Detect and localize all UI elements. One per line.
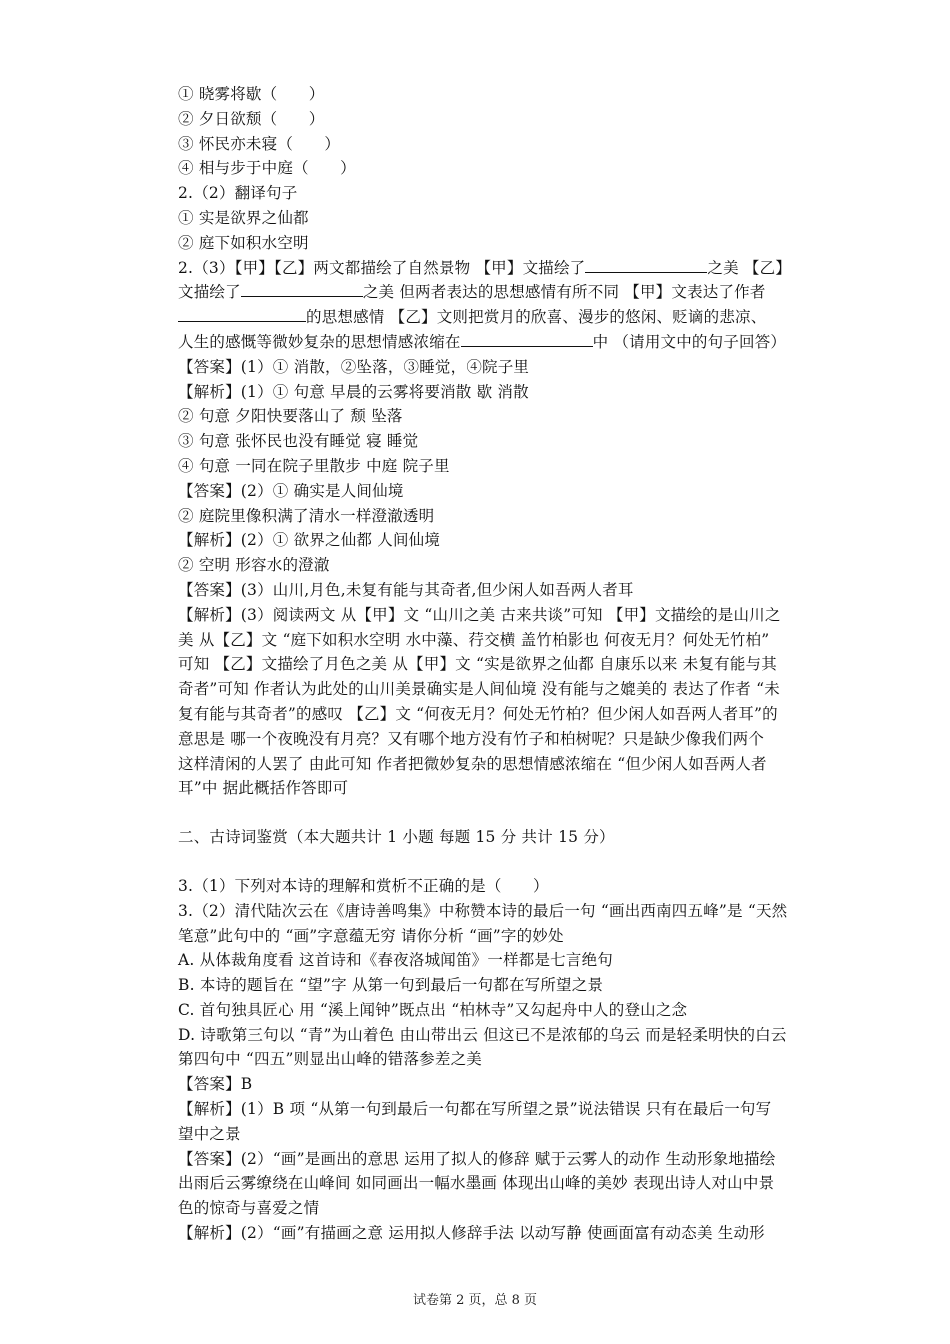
analysis-line: 【解析】(3）阅读两文 从【甲】文 “山川之美 古来共谈”可知 【甲】文描绘的是山川之	[178, 605, 781, 624]
page-footer: 试卷第 2 页，总 8 页	[412, 1293, 538, 1308]
answer-blank	[461, 332, 593, 347]
section-title: 二、古诗词鉴赏（本大题共计 1 小题 每题 15 分 共计 15 分）	[178, 828, 615, 847]
option-a: A. 从体裁角度看 这首诗和《春夜洛城闻笛》一样都是七言绝句	[178, 951, 613, 970]
analysis-line: 复有能与其奇者”的感叹 【乙】文 “何夜无月？何处无竹柏？但少闲人如吾两人者耳”的	[178, 704, 778, 723]
q23-line-2	[178, 280, 818, 305]
q23-line-3	[178, 305, 818, 330]
answer-line: 【答案】(2）“画”是画出的意思 运用了拟人的修辞 赋于云雾人的动作 生动形象地描绘	[178, 1149, 776, 1168]
analysis-line: 美 从【乙】文 “庭下如积水空明 水中藻、荇交横 盖竹柏影也 何夜无月？何处无竹柏”	[178, 630, 770, 649]
q22-item-1: ① 实是欲界之仙都	[178, 208, 309, 227]
q21-item-1: ① 晓雾将歇（ ）	[178, 85, 325, 103]
q23-text: 文描绘了	[178, 283, 241, 302]
q23-text: 中 （请用文中的句子回答）	[592, 332, 787, 351]
q23-text: 之美 但两者表达的思想感情有所不同 【甲】文表达了作者	[362, 283, 766, 302]
answer-blank	[585, 258, 707, 273]
option-d: D. 诗歌第三句以 “青”为山着色 由山带出云 但这已不是浓郁的乌云 而是轻柔明快的白云	[178, 1025, 787, 1044]
document-body	[178, 82, 818, 1246]
q21-item-4: ④ 相与步于中庭（ ）	[178, 159, 356, 178]
q32-heading: 笔意”此句中的 “画”字意蕴无穷 请你分析 “画”字的妙处	[178, 926, 564, 945]
q23-text: 之美 【乙】	[707, 258, 792, 277]
answer-blank	[178, 307, 306, 322]
q23-text: 人生的感慨等微妙复杂的思想情感浓缩在	[178, 332, 461, 351]
q21-item-2: ② 夕日欲颓（ ）	[178, 109, 325, 128]
analysis-line: ② 句意 夕阳快要落山了 颓 坠落	[178, 407, 403, 426]
q21-item-3: ③ 怀民亦未寝（ ）	[178, 134, 341, 153]
analysis-line: 奇者”可知 作者认为此处的山川美景确实是人间仙境 没有能与之媲美的 表达了作者 “未	[178, 680, 780, 699]
q23-line-4	[178, 330, 818, 355]
answer-line: 【答案】B	[178, 1075, 253, 1094]
q23-line-1	[178, 256, 818, 281]
analysis-line: 【解析】(2）① 欲界之仙都 人间仙境	[178, 531, 441, 550]
option-c: C. 首句独具匠心 用 “溪上闻钟”既点出 “柏林寺”又勾起舟中人的登山之念	[178, 1000, 688, 1019]
answer-line: 【答案】(2）① 确实是人间仙境	[178, 481, 404, 500]
option-b: B. 本诗的题旨在 “望”字 从第一句到最后一句都在写所望之景	[178, 976, 604, 995]
analysis-line: 耳”中 据此概括作答即可	[178, 779, 349, 798]
answer-line: 【答案】(3）山川,月色,未复有能与其奇者,但少闲人如吾两人者耳	[178, 580, 634, 599]
spacer	[178, 850, 818, 874]
analysis-line: ③ 句意 张怀民也没有睡觉 寝 睡觉	[178, 432, 419, 451]
analysis-line: ④ 句意 一同在院子里散步 中庭 院子里	[178, 456, 450, 475]
analysis-line: 【解析】(2）“画”有描画之意 运用拟人修辞手法 以动写静 使画面富有动态美 生动形	[178, 1224, 765, 1243]
analysis-line: 【解析】(1）① 句意 早晨的云雾将要消散 歇 消散	[178, 382, 529, 401]
analysis-line: 意思是 哪一个夜晚没有月亮？又有哪个地方没有竹子和柏树呢？只是缺少像我们两个	[178, 729, 765, 748]
analysis-line: 这样清闲的人罢了 由此可知 作者把微妙复杂的思想情感浓缩在 “但少闲人如吾两人者	[178, 754, 767, 773]
analysis-line: ② 空明 形容水的澄澈	[178, 556, 330, 575]
option-d: 第四句中 “四五”则显出山峰的错落参差之美	[178, 1050, 482, 1069]
answer-line: 出雨后云雾缭绕在山峰间 如同画出一幅水墨画 体现出山峰的美妙 表现出诗人对山中景	[178, 1174, 775, 1193]
q22-heading: 2.（2）翻译句子	[178, 184, 298, 203]
q23-text: 的思想感情 【乙】文则把赏月的欣喜、漫步的悠闲、贬谪的悲凉、	[306, 308, 767, 327]
q23-text: 2.（3）【甲】【乙】两文都描绘了自然景物 【甲】文描绘了	[178, 258, 586, 277]
answer-line: ② 庭院里像积满了清水一样澄澈透明	[178, 506, 435, 525]
analysis-line: 【解析】(1）B 项 “从第一句到最后一句都在写所望之景”说法错误 只有在最后一句写	[178, 1100, 772, 1119]
q22-item-2: ② 庭下如积水空明	[178, 233, 309, 252]
analysis-line: 可知 【乙】文描绘了月色之美 从【甲】文 “实是欲界之仙都 自康乐以来 未复有能与其	[178, 655, 777, 674]
q31-heading: 3.（1）下列对本诗的理解和赏析不正确的是（ ）	[178, 876, 549, 895]
answer-blank	[241, 282, 363, 297]
answer-line: 色的惊奇与喜爱之情	[178, 1199, 320, 1218]
spacer	[178, 801, 818, 825]
q32-heading: 3.（2）清代陆次云在《唐诗善鸣集》中称赞本诗的最后一句 “画出西南四五峰”是 “天然	[178, 901, 788, 920]
answer-line: 【答案】(1）① 消散，②坠落，③睡觉，④院子里	[178, 357, 530, 376]
analysis-line: 望中之景	[178, 1124, 241, 1143]
